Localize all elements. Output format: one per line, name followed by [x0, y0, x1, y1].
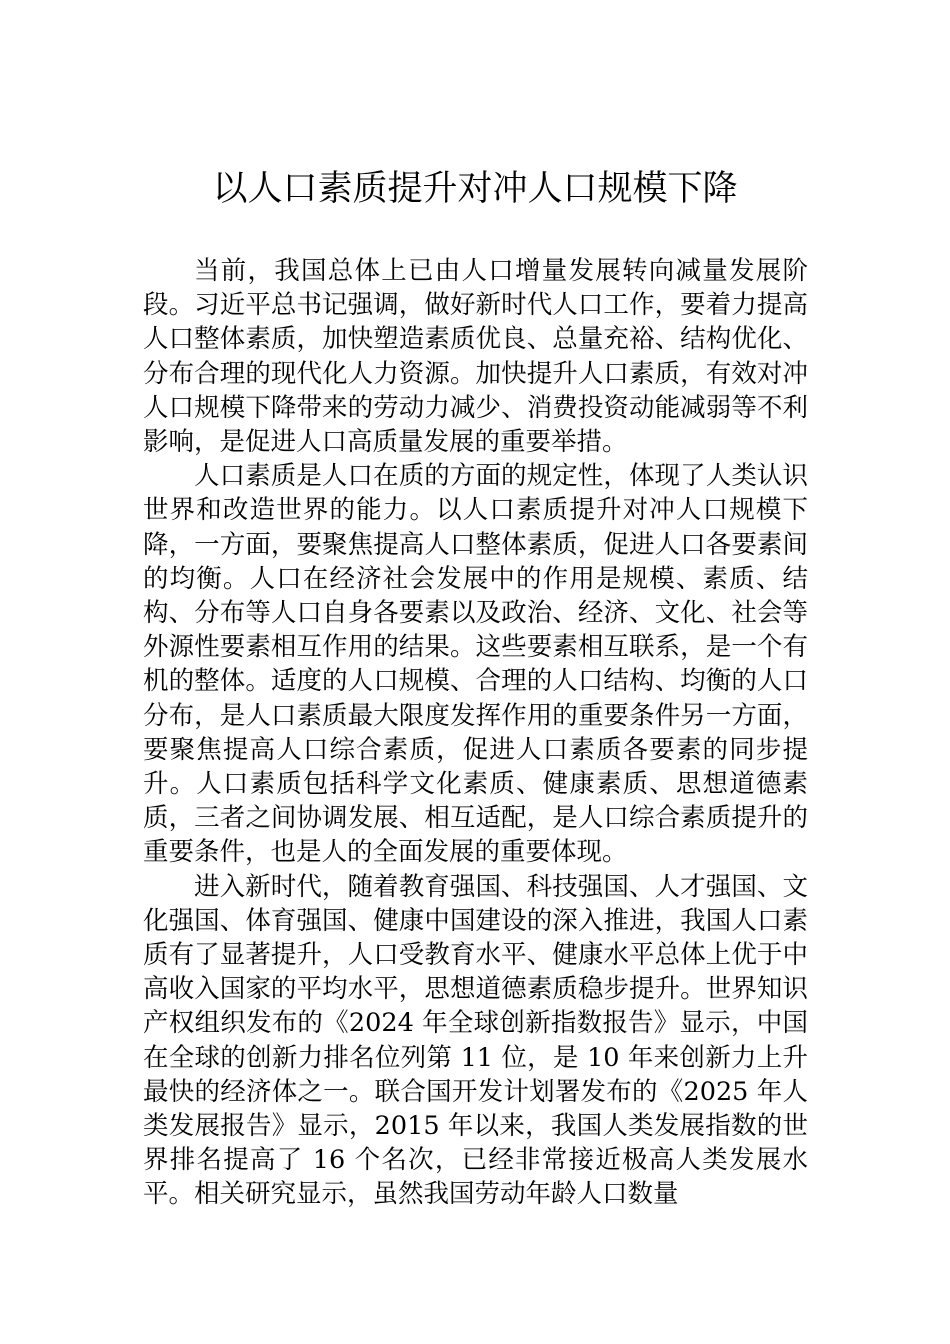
paragraph-3: 进入新时代，随着教育强国、科技强国、人才强国、文化强国、体育强国、健康中国建设的深入推进，我国人口素质有了显著提升，人口受教育水平、健康水平总体上优于中高收入国家的平均水平，思想道德素质稳步提升。世界知识产权组织发布的《2024 年全球创新指数报告》显示，中国在全球的创新力排名位列第 11 位，是 10 年来创新力上升最快的经济体之一。联合国开发计划署发布的《2025 年人类发展报告》显示，2015 年以来，我国人类发展指数的世界排名提高了 16 个名次，已经非常接近极高人类发展水平。相关研究显示，虽然我国劳动年龄人口数量	[143, 871, 808, 1210]
document-body	[143, 254, 808, 1212]
paragraph-1: 当前，我国总体上已由人口增量发展转向减量发展阶段。习近平总书记强调，做好新时代人口工作，要着力提高人口整体素质，加快塑造素质优良、总量充裕、结构优化、分布合理的现代化人力资源。加快提升人口素质，有效对冲人口规模下降带来的劳动力减少、消费投资动能减弱等不利影响，是促进人口高质量发展的重要举措。	[143, 256, 808, 458]
document-title: 以人口素质提升对冲人口规模下降	[212, 169, 738, 209]
paragraph-2: 人口素质是人口在质的方面的规定性，体现了人类认识世界和改造世界的能力。以人口素质提升对冲人口规模下降，一方面，要聚焦提高人口整体素质，促进人口各要素间的均衡。人口在经济社会发展中的作用是规模、素质、结构、分布等人口自身各要素以及政治、经济、文化、社会等外源性要素相互作用的结果。这些要素相互联系，是一个有机的整体。适度的人口规模、合理的人口结构、均衡的人口分布，是人口素质最大限度发挥作用的重要条件另一方面，要聚焦提高人口综合素质，促进人口素质各要素的同步提升。人口素质包括科学文化素质、健康素质、思想道德素质，三者之间协调发展、相互适配，是人口综合素质提升的重要条件，也是人的全面发展的重要体现。	[143, 461, 808, 868]
